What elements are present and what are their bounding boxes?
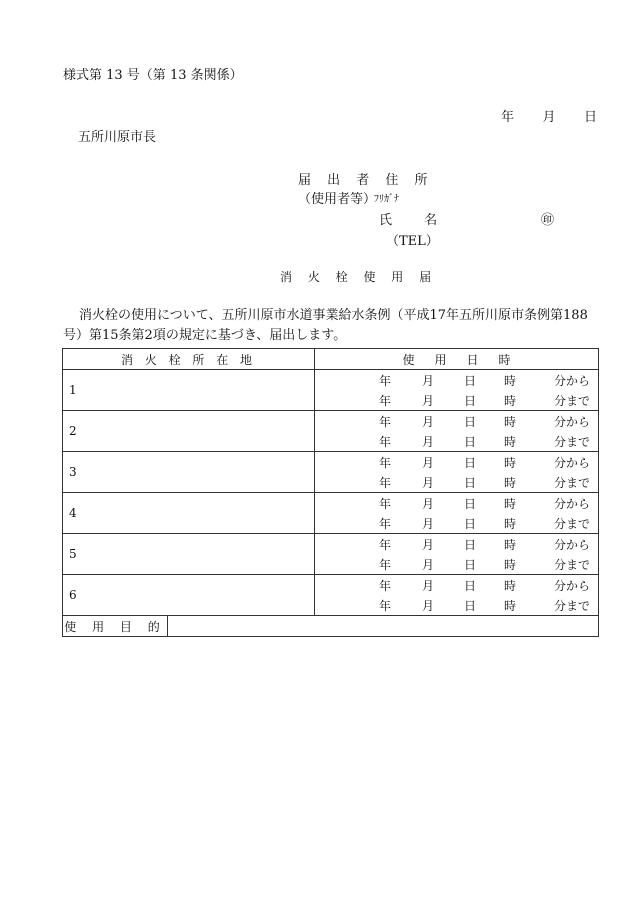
time-unit-year: 年 [378, 414, 391, 429]
usage-time-cell[interactable] [315, 534, 599, 575]
time-unit-hour: 時 [503, 455, 516, 470]
time-from-line [315, 452, 598, 472]
from-suffix: 分から [553, 455, 590, 470]
furigana-label: ﾌﾘｶﾞﾅ [374, 194, 399, 205]
hydrant-usage-table [62, 348, 599, 637]
from-suffix: 分から [553, 373, 590, 388]
time-unit-month: 月 [421, 373, 434, 388]
time-from-line [315, 575, 598, 595]
to-suffix: 分まで [553, 516, 590, 531]
time-to-line [315, 390, 598, 410]
time-to-line [315, 513, 598, 533]
applicant-user-label: （使用者等） [298, 192, 377, 207]
time-from-line [315, 493, 598, 513]
time-unit-day: 日 [463, 434, 476, 449]
time-unit-year: 年 [378, 475, 391, 490]
hydrant-location-cell[interactable] [63, 452, 315, 493]
time-unit-day: 日 [463, 496, 476, 511]
time-unit-hour: 時 [503, 537, 516, 552]
time-unit-day: 日 [463, 455, 476, 470]
time-unit-day: 日 [463, 578, 476, 593]
table-row [63, 452, 599, 493]
usage-time-cell[interactable] [315, 411, 599, 452]
from-suffix: 分から [553, 414, 590, 429]
row-number: 1 [69, 383, 77, 397]
time-unit-year: 年 [378, 496, 391, 511]
time-unit-month: 月 [421, 537, 434, 552]
header-location: 消 火 栓 所 在 地 [63, 349, 315, 370]
from-suffix: 分から [553, 537, 590, 552]
purpose-row [63, 616, 599, 637]
usage-time-cell[interactable] [315, 370, 599, 411]
time-unit-month: 月 [421, 598, 434, 613]
time-unit-month: 月 [421, 475, 434, 490]
time-unit-year: 年 [378, 455, 391, 470]
submission-date [501, 106, 597, 125]
time-unit-year: 年 [378, 373, 391, 388]
date-day-label: 日 [583, 110, 597, 125]
purpose-field[interactable] [168, 616, 599, 637]
hydrant-location-cell[interactable] [63, 575, 315, 616]
to-suffix: 分まで [553, 475, 590, 490]
table-row [63, 534, 599, 575]
time-unit-month: 月 [421, 496, 434, 511]
time-unit-month: 月 [421, 578, 434, 593]
date-year-label: 年 [501, 110, 515, 125]
row-number: 5 [69, 547, 77, 561]
time-unit-month: 月 [421, 393, 434, 408]
time-unit-day: 日 [463, 414, 476, 429]
tel-label: （TEL） [386, 234, 439, 249]
time-unit-year: 年 [378, 516, 391, 531]
time-unit-day: 日 [463, 598, 476, 613]
time-unit-year: 年 [378, 537, 391, 552]
table-row [63, 411, 599, 452]
row-number: 6 [69, 588, 77, 602]
time-unit-month: 月 [421, 455, 434, 470]
time-from-line [315, 534, 598, 554]
seal-mark: ㊞ [541, 213, 555, 228]
usage-time-cell[interactable] [315, 452, 599, 493]
time-unit-year: 年 [378, 434, 391, 449]
row-number: 4 [69, 506, 77, 520]
time-unit-day: 日 [463, 475, 476, 490]
time-unit-day: 日 [463, 516, 476, 531]
time-unit-hour: 時 [503, 516, 516, 531]
time-to-line [315, 554, 598, 574]
time-unit-year: 年 [378, 578, 391, 593]
time-to-line [315, 595, 598, 615]
time-unit-day: 日 [463, 393, 476, 408]
row-number: 2 [69, 424, 77, 438]
time-to-line [315, 431, 598, 451]
date-month-label: 月 [542, 110, 556, 125]
time-unit-year: 年 [378, 557, 391, 572]
table-row [63, 575, 599, 616]
time-unit-hour: 時 [503, 578, 516, 593]
from-suffix: 分から [553, 578, 590, 593]
time-unit-month: 月 [421, 414, 434, 429]
usage-time-cell[interactable] [315, 575, 599, 616]
usage-time-cell[interactable] [315, 493, 599, 534]
time-unit-day: 日 [463, 373, 476, 388]
to-suffix: 分まで [553, 393, 590, 408]
from-suffix: 分から [553, 496, 590, 511]
time-unit-hour: 時 [503, 414, 516, 429]
to-suffix: 分まで [553, 598, 590, 613]
header-usage-time: 使 用 日 時 [315, 349, 599, 370]
table-row [63, 493, 599, 534]
time-unit-hour: 時 [503, 496, 516, 511]
time-unit-hour: 時 [503, 557, 516, 572]
table-header-row [63, 349, 599, 370]
intro-paragraph [63, 306, 603, 346]
time-unit-month: 月 [421, 434, 434, 449]
time-unit-month: 月 [421, 557, 434, 572]
hydrant-location-cell[interactable] [63, 370, 315, 411]
time-unit-hour: 時 [503, 434, 516, 449]
time-unit-hour: 時 [503, 373, 516, 388]
hydrant-location-cell[interactable] [63, 411, 315, 452]
time-unit-year: 年 [378, 393, 391, 408]
row-number: 3 [69, 465, 77, 479]
applicant-address-label: 届 出 者 住 所 [298, 173, 434, 188]
time-unit-year: 年 [378, 598, 391, 613]
hydrant-location-cell[interactable] [63, 534, 315, 575]
time-unit-hour: 時 [503, 598, 516, 613]
time-to-line [315, 472, 598, 492]
time-unit-day: 日 [463, 537, 476, 552]
time-unit-hour: 時 [503, 393, 516, 408]
addressee: 五所川原市長 [78, 130, 157, 145]
table-row [63, 370, 599, 411]
form-number: 様式第 13 号（第 13 条関係） [63, 68, 243, 83]
to-suffix: 分まで [553, 434, 590, 449]
hydrant-location-cell[interactable] [63, 493, 315, 534]
purpose-label: 使 用 目 的 [63, 616, 168, 637]
time-from-line [315, 411, 598, 431]
time-unit-day: 日 [463, 557, 476, 572]
document-title: 消 火 栓 使 用 届 [280, 270, 438, 284]
time-unit-hour: 時 [503, 475, 516, 490]
time-from-line [315, 370, 598, 390]
to-suffix: 分まで [553, 557, 590, 572]
intro-text: 消火栓の使用について、五所川原市水道事業給水条例（平成17年五所川原市条例第188号）第15条第2項の規定に基づき、届出します。 [63, 308, 588, 343]
time-unit-month: 月 [421, 516, 434, 531]
applicant-name-label: 氏 名 [379, 213, 452, 228]
